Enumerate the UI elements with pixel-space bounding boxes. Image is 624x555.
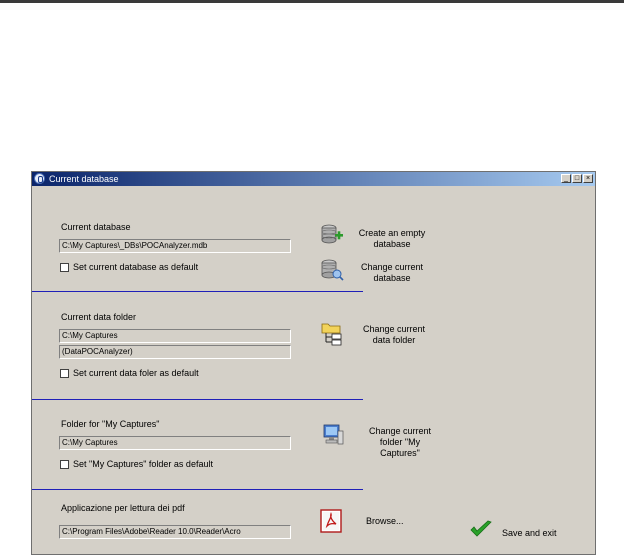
checkmark-icon[interactable]	[470, 520, 492, 538]
current-database-field[interactable]: C:\My Captures\_DBs\POCAnalyzer.mdb	[59, 239, 291, 253]
pdf-reader-field[interactable]: C:\Program Files\Adobe\Reader 10.0\Reader\Acro	[59, 525, 291, 539]
captures-folder-label: Folder for "My Captures"	[61, 419, 160, 429]
captures-default-checkbox[interactable]	[60, 460, 69, 469]
change-captures-folder-button[interactable]: Change current folder "My Captures"	[368, 426, 432, 458]
title-bar[interactable]	[32, 172, 595, 186]
change-data-folder-button[interactable]: Change current data folder	[362, 324, 426, 345]
create-database-button[interactable]: Create an empty database	[358, 228, 426, 249]
captures-folder-field[interactable]: C:\My Captures	[59, 436, 291, 450]
pdf-icon[interactable]	[320, 509, 342, 533]
current-database-dialog	[31, 171, 596, 555]
data-folder-field-line1[interactable]: C:\My Captures	[59, 329, 291, 343]
captures-default-label: Set "My Captures" folder as default	[73, 459, 213, 469]
save-and-exit-button[interactable]: Save and exit	[502, 528, 557, 538]
pdf-reader-label: Applicazione per lettura dei pdf	[61, 503, 185, 513]
change-database-button[interactable]: Change current database	[360, 262, 424, 283]
page-top-rule	[0, 0, 624, 3]
close-button[interactable]: ×	[583, 174, 593, 183]
section-divider	[32, 399, 363, 400]
current-database-label: Current database	[61, 222, 131, 232]
computer-icon[interactable]	[321, 423, 345, 447]
app-icon[interactable]	[34, 173, 45, 184]
current-data-folder-label: Current data folder	[61, 312, 137, 322]
database-default-checkbox[interactable]	[60, 263, 69, 272]
database-search-icon[interactable]	[320, 259, 344, 281]
section-divider	[32, 291, 363, 292]
browse-button[interactable]: Browse...	[366, 516, 404, 526]
folder-tree-icon[interactable]	[321, 322, 343, 346]
maximize-button[interactable]: □	[572, 174, 582, 183]
database-add-icon[interactable]	[320, 224, 344, 246]
minimize-button[interactable]: _	[561, 174, 571, 183]
section-divider	[32, 489, 363, 490]
window-title: Current database	[49, 174, 119, 184]
data-folder-default-checkbox[interactable]	[60, 369, 69, 378]
database-default-label: Set current database as default	[73, 262, 199, 272]
data-folder-field-line2[interactable]: (DataPOCAnalyzer)	[59, 345, 291, 359]
data-folder-default-label: Set current data foler as default	[73, 368, 199, 378]
